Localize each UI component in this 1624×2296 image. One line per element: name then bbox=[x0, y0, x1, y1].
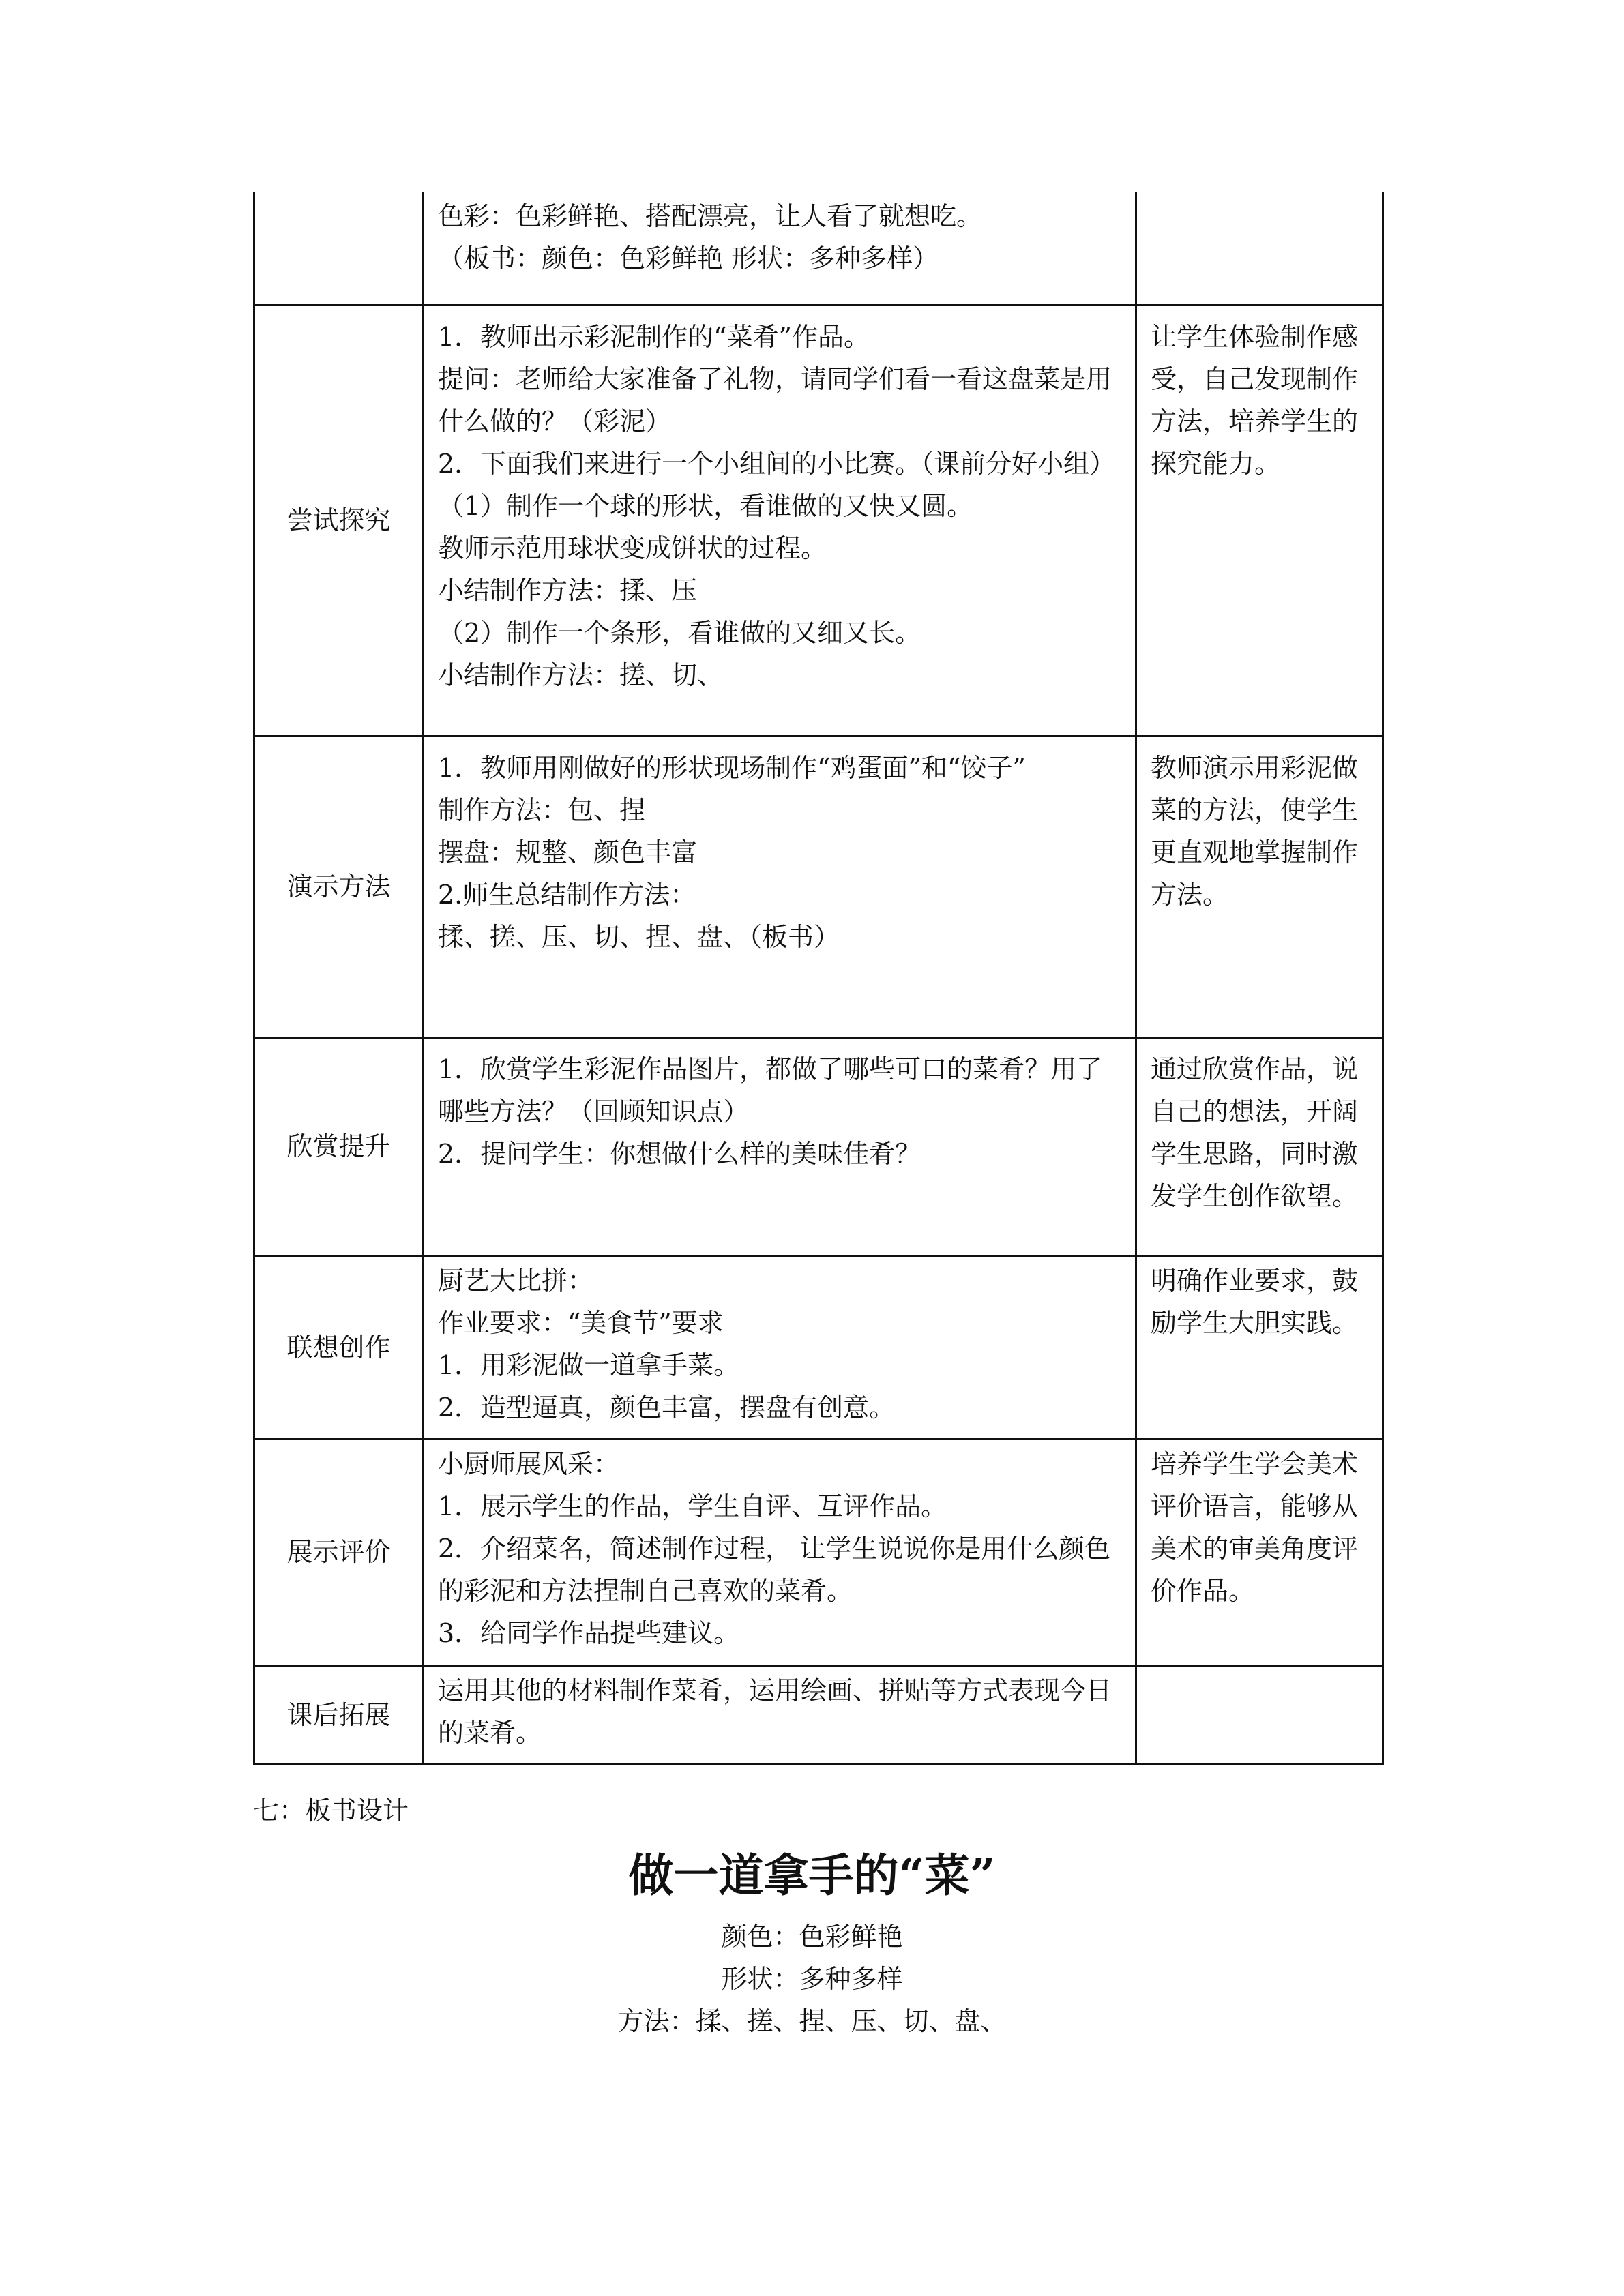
content-line: 小厨师展风采： bbox=[438, 1448, 620, 1479]
intent-cell bbox=[1136, 1665, 1383, 1764]
content-line: 作业要求：“美食节”要求 bbox=[438, 1307, 724, 1338]
table-row bbox=[254, 1665, 1383, 1764]
content-line: 揉、搓、压、切、捏、盘、（板书） bbox=[438, 921, 840, 952]
content-line: 1．用彩泥做一道拿手菜。 bbox=[438, 1350, 740, 1380]
content-line: 小结制作方法：揉、压 bbox=[438, 575, 698, 606]
content-line: 摆盘：规整、颜色丰富 bbox=[438, 837, 698, 867]
stage-cell bbox=[254, 192, 424, 305]
content-line: 1．欣赏学生彩泥作品图片，都做了哪些可口的菜肴？用了哪些方法？（回顾知识点） bbox=[438, 1054, 1103, 1127]
content-line: 2．造型逼真，颜色丰富，摆盘有创意。 bbox=[438, 1392, 896, 1422]
intent-cell: 明确作业要求，鼓励学生大胆实践。 bbox=[1136, 1255, 1383, 1439]
stage-cell: 欣赏提升 bbox=[254, 1037, 424, 1255]
lesson-plan-table bbox=[253, 192, 1384, 1765]
content-line: 运用其他的材料制作菜肴，运用绘画、拼贴等方式表现今日的菜肴。 bbox=[438, 1675, 1112, 1748]
table-row bbox=[254, 192, 1383, 305]
content-line: 提问：老师给大家准备了礼物，请同学们看一看这盘菜是用什么做的？（彩泥） bbox=[438, 363, 1112, 436]
content-cell bbox=[424, 736, 1136, 1037]
stage-cell: 尝试探究 bbox=[254, 305, 424, 736]
content-cell bbox=[424, 1037, 1136, 1255]
content-line: 2．下面我们来进行一个小组间的小比赛。（课前分好小组） bbox=[438, 448, 1116, 479]
board-title: 做一道拿手的“菜” bbox=[628, 1849, 996, 1902]
board-line-method: 方法：揉、搓、捏、压、切、盘、 bbox=[617, 2006, 1007, 2036]
intent-cell: 通过欣赏作品，说自己的想法，开阔学生思路，同时激发学生创作欲望。 bbox=[1136, 1037, 1383, 1255]
content-cell bbox=[424, 305, 1136, 736]
content-line: 色彩：色彩鲜艳、搭配漂亮，让人看了就想吃。 bbox=[438, 201, 983, 231]
content-line: 3．给同学作品提些建议。 bbox=[438, 1617, 740, 1648]
intent-cell bbox=[1136, 192, 1383, 305]
content-line: 厨艺大比拼： bbox=[438, 1265, 594, 1296]
content-line: 1．教师用刚做好的形状现场制作“鸡蛋面”和“饺子” bbox=[438, 752, 1026, 783]
table-row bbox=[254, 1439, 1383, 1665]
content-line: （板书：颜色：色彩鲜艳 形状：多种多样） bbox=[438, 243, 939, 273]
content-line: （2）制作一个条形，看谁做的又细又长。 bbox=[438, 617, 921, 648]
content-line: 1．展示学生的作品，学生自评、互评作品。 bbox=[438, 1491, 947, 1521]
content-cell bbox=[424, 1255, 1136, 1439]
intent-cell: 教师演示用彩泥做菜的方法，使学生更直观地掌握制作方法。 bbox=[1136, 736, 1383, 1037]
intent-cell: 培养学生学会美术评价语言，能够从美术的审美角度评价作品。 bbox=[1136, 1439, 1383, 1665]
table-row bbox=[254, 305, 1383, 736]
content-cell bbox=[424, 1665, 1136, 1764]
table-row bbox=[254, 1255, 1383, 1439]
content-line: 2．介绍菜名，简述制作过程， 让学生说说你是用什么颜色的彩泥和方法捏制自己喜欢的菜肴。 bbox=[438, 1533, 1111, 1606]
intent-cell: 让学生体验制作感受，自己发现制作方法，培养学生的探究能力。 bbox=[1136, 305, 1383, 736]
content-line: 制作方法：包、捏 bbox=[438, 794, 646, 825]
board-line-color: 颜色：色彩鲜艳 bbox=[721, 1922, 903, 1952]
content-line: 2．提问学生：你想做什么样的美味佳肴？ bbox=[438, 1138, 921, 1169]
stage-cell: 课后拓展 bbox=[254, 1665, 424, 1764]
board-line-shape: 形状：多种多样 bbox=[721, 1964, 903, 1994]
section-heading: 七：板书设计 bbox=[253, 1795, 409, 1825]
content-cell bbox=[424, 1439, 1136, 1665]
stage-cell: 联想创作 bbox=[254, 1255, 424, 1439]
content-line: （1）制作一个球的形状，看谁做的又快又圆。 bbox=[438, 490, 973, 521]
stage-cell: 演示方法 bbox=[254, 736, 424, 1037]
content-cell bbox=[424, 192, 1136, 305]
table-row bbox=[254, 1037, 1383, 1255]
stage-cell: 展示评价 bbox=[254, 1439, 424, 1665]
table-row bbox=[254, 736, 1383, 1037]
content-line: 2.师生总结制作方法： bbox=[438, 879, 696, 910]
content-line: 1．教师出示彩泥制作的“菜肴”作品。 bbox=[438, 321, 870, 352]
content-line: 教师示范用球状变成饼状的过程。 bbox=[438, 533, 827, 563]
content-line: 小结制作方法：搓、切、 bbox=[438, 659, 724, 690]
